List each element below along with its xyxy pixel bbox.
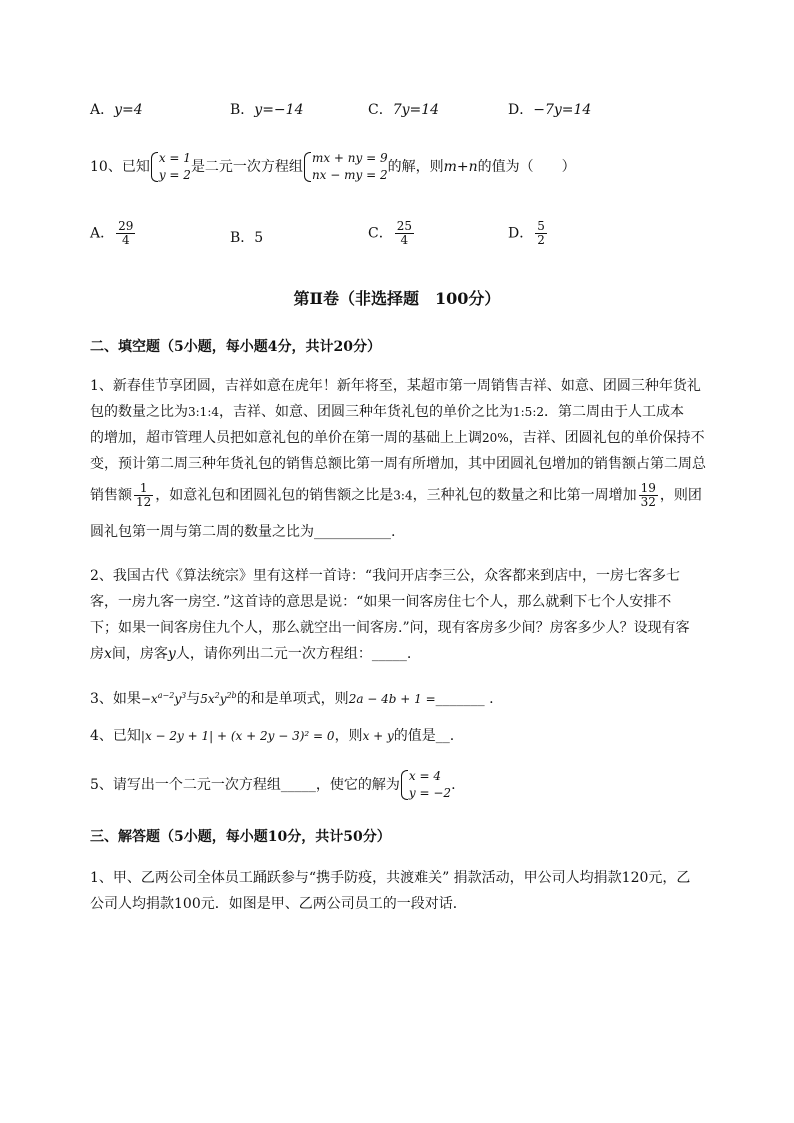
text: 的值是__. bbox=[393, 728, 455, 744]
f2-line4 bbox=[90, 644, 411, 664]
option-label: A． bbox=[90, 102, 115, 118]
equation: y = −2 bbox=[408, 786, 452, 800]
q10-option-d bbox=[508, 220, 549, 247]
fraction bbox=[395, 220, 414, 247]
option-label: B． bbox=[230, 102, 255, 118]
text: 的和是单项式，则 bbox=[236, 691, 349, 707]
text: 4、已知 bbox=[90, 728, 141, 744]
term-base: y bbox=[174, 692, 182, 706]
numerator: 19 bbox=[640, 481, 656, 495]
fraction bbox=[535, 220, 547, 247]
term bbox=[200, 692, 237, 706]
q10-expr: m+n bbox=[443, 159, 478, 175]
term-base: y bbox=[219, 692, 227, 706]
text: ，吉祥、如意、团圆三种年货礼包的单价之比为 bbox=[219, 404, 513, 420]
f2-line2: 客，一房九客一房空．”这首诗的意思是说：“如果一间客房住七个人，那么就剩下七个人安排不 bbox=[90, 594, 672, 610]
text: ，三种礼包的数量之和比第一周增加 bbox=[412, 487, 637, 504]
q9-option-a bbox=[90, 100, 143, 120]
f1-line6: 圆礼包第一周与第二周的数量之比为___________. bbox=[90, 524, 396, 540]
option-label: C． bbox=[368, 225, 393, 242]
option-text: 7y=14 bbox=[392, 102, 440, 118]
option-label: D． bbox=[508, 225, 534, 242]
option-label: A． bbox=[90, 225, 115, 242]
equation: nx − my = 2 bbox=[311, 168, 388, 182]
text: 与 bbox=[186, 691, 201, 707]
fraction bbox=[639, 482, 658, 509]
exponent: 2b bbox=[226, 691, 237, 700]
denominator: 4 bbox=[121, 233, 130, 247]
q9-option-b bbox=[230, 100, 303, 120]
expression: |x − 2y + 1| + (x + 2y − 3)² = 0 bbox=[140, 729, 335, 743]
option-label: B． bbox=[230, 230, 255, 246]
term-base: 5x bbox=[200, 692, 215, 706]
f1-line2 bbox=[90, 402, 684, 422]
section3-title: 三、解答题（5小题，每小题10分，共计50分） bbox=[90, 829, 391, 845]
numerator: 1 bbox=[134, 482, 153, 496]
denominator: 32 bbox=[640, 495, 656, 509]
text: 的增加，超市管理人员把如意礼包的单价在第一周的基础上上调 bbox=[90, 430, 482, 446]
text: . bbox=[451, 777, 456, 793]
option-text: 5 bbox=[254, 230, 264, 246]
part2-title: 第Ⅱ卷（非选择题 100分） bbox=[293, 289, 501, 308]
exponent: 3 bbox=[181, 691, 187, 700]
q10-stem bbox=[90, 150, 576, 184]
percent: 20% bbox=[482, 431, 509, 445]
q10-tail: 的值为（ ） bbox=[477, 159, 576, 175]
exponent: 2 bbox=[214, 691, 220, 700]
expression: x + y bbox=[362, 729, 394, 743]
denominator: 12 bbox=[136, 495, 152, 509]
equation: x = 4 bbox=[408, 769, 441, 783]
ratio: 3:4 bbox=[393, 488, 413, 503]
text: ，则 bbox=[334, 728, 363, 744]
term-base: −x bbox=[140, 692, 158, 706]
text: _______ . bbox=[435, 691, 494, 707]
f2-line1: 2、我国古代《算法统宗》里有这样一首诗：“我问开店李三公，众客都来到店中，一房七客多七 bbox=[90, 568, 681, 584]
text: 3、如果 bbox=[90, 691, 141, 707]
q10-option-a bbox=[90, 220, 137, 247]
variable: y bbox=[167, 646, 176, 662]
term bbox=[141, 692, 186, 706]
q10-option-b bbox=[230, 228, 263, 248]
option-label: C． bbox=[368, 102, 393, 118]
equation: x = 1 bbox=[158, 151, 191, 165]
q10-suffix: 的解，则 bbox=[387, 159, 444, 175]
option-text: y=−14 bbox=[254, 102, 304, 118]
f1-line1: 1、新春佳节享团圆，吉祥如意在虎年！新年将至，某超市第一周销售吉祥、如意、团圆三种年货礼 bbox=[90, 378, 701, 394]
option-text: −7y=14 bbox=[533, 102, 592, 118]
fill-question-5 bbox=[90, 768, 456, 802]
expression: 2a − 4b + 1 = bbox=[348, 692, 436, 706]
text: ．第二周由于人工成本 bbox=[544, 404, 684, 420]
q10-prefix: 10、已知 bbox=[90, 159, 150, 175]
fraction bbox=[134, 482, 153, 509]
q10-system-solution bbox=[150, 150, 191, 184]
fill-question-3 bbox=[90, 686, 494, 709]
section2-title: 二、填空题（5小题，每小题4分，共计20分） bbox=[90, 339, 381, 355]
f1-line3 bbox=[90, 428, 705, 448]
f1-line5 bbox=[90, 482, 702, 509]
equation: y = 2 bbox=[158, 168, 191, 182]
option-label: D． bbox=[508, 102, 534, 118]
text: ，则团 bbox=[659, 487, 702, 504]
denominator: 4 bbox=[400, 233, 409, 247]
numerator: 29 bbox=[118, 219, 134, 233]
text: 5、请写出一个二元一次方程组_____，使它的解为 bbox=[90, 777, 400, 793]
q10-option-c bbox=[368, 220, 416, 247]
option-text: y=4 bbox=[114, 102, 143, 118]
denominator: 2 bbox=[537, 233, 545, 247]
text: ，如意礼包和团圆礼包的销售额之比是 bbox=[155, 487, 394, 504]
s1-line2: 公司人均捐款100元．如图是甲、乙两公司员工的一段对话． bbox=[90, 896, 467, 912]
solution-system bbox=[400, 768, 451, 802]
q10-system-equations bbox=[303, 150, 388, 184]
f2-line3: 下；如果一间客房住九个人，那么就空出一间客房.”问，现有客房多少间？房客多少人？设现有客 bbox=[90, 620, 690, 636]
exponent: a−2 bbox=[157, 691, 175, 700]
f1-line4: 变，预计第二周三种年货礼包的销售总额比第一周有所增加，其中团圆礼包增加的销售额占第二周总 bbox=[90, 456, 706, 472]
fill-question-4 bbox=[90, 726, 454, 746]
s1-line1: 1、甲、乙两公司全体员工踊跃参与“携手防疫，共渡难关” 捐款活动，甲公司人均捐款120元，乙 bbox=[90, 870, 691, 886]
q9-option-d bbox=[508, 100, 591, 120]
text: 包的数量之比为 bbox=[90, 404, 188, 420]
text: 销售额 bbox=[90, 487, 132, 504]
numerator: 5 bbox=[537, 219, 545, 233]
ratio: 3:1:4 bbox=[188, 405, 219, 419]
numerator: 25 bbox=[396, 219, 412, 233]
q10-mid: 是二元一次方程组 bbox=[190, 159, 303, 175]
text: ，吉祥、团圆礼包的单价保持不 bbox=[508, 430, 705, 446]
text: 人，请你列出二元一次方程组：_____. bbox=[175, 646, 412, 662]
text: 间，房客 bbox=[111, 646, 168, 662]
equation: mx + ny = 9 bbox=[311, 151, 388, 165]
fraction bbox=[116, 220, 135, 247]
variable: x bbox=[104, 646, 112, 662]
ratio: 1:5:2 bbox=[513, 405, 544, 419]
q9-option-c bbox=[368, 100, 439, 120]
text: 房 bbox=[90, 646, 104, 662]
